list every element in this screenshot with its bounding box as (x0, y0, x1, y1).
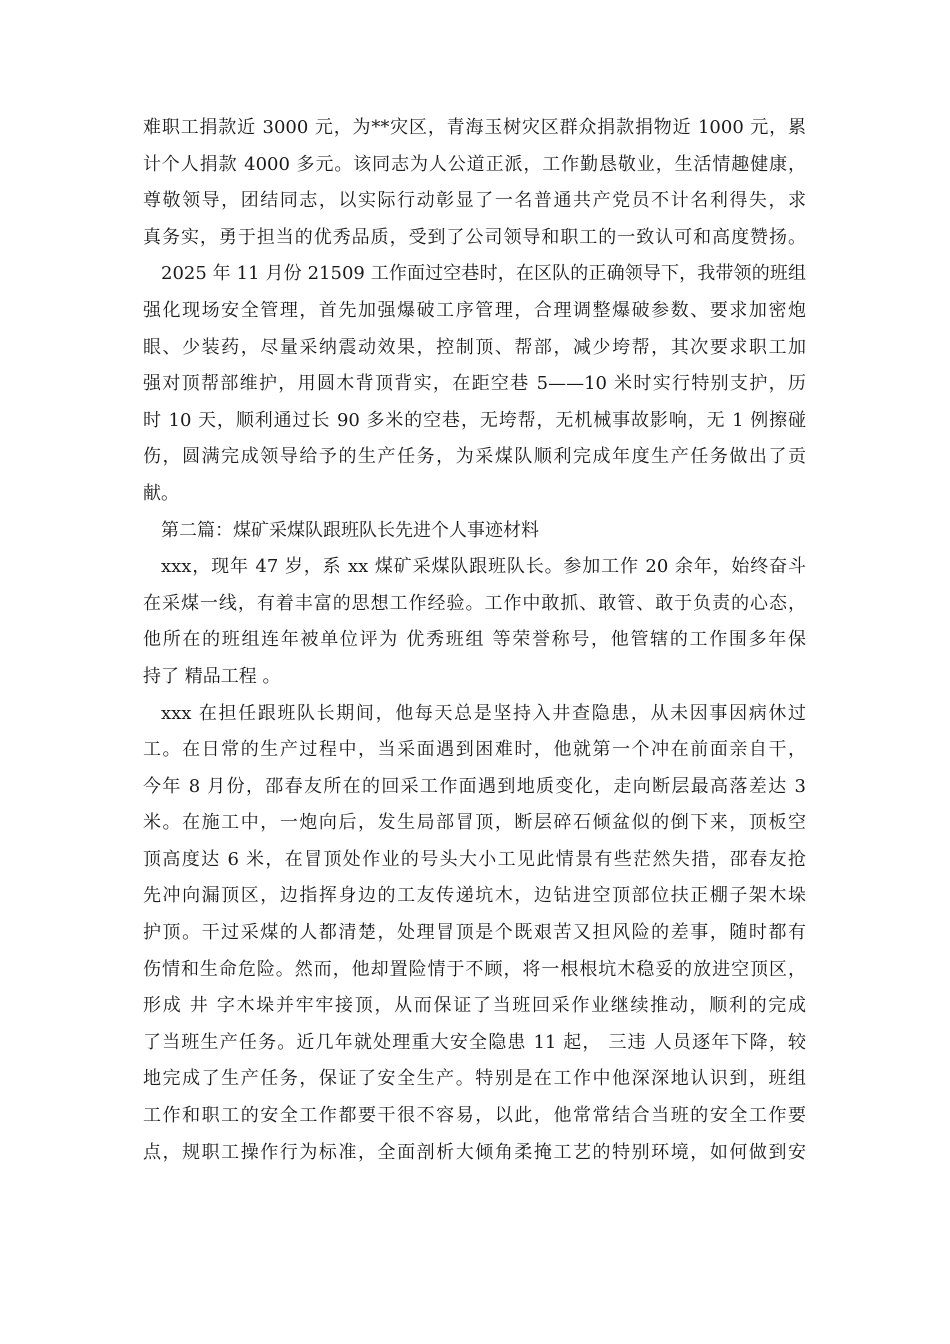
text-line: 工作和职工的安全工作都要干很不容易，以此，他常常结合当班的安全工作要 (143, 1105, 806, 1127)
text-line: 在采煤一线，有着丰富的思想工作经验。工作中敢抓、敢管、敢于负责的心态， (143, 592, 806, 614)
text-line: 强对顶帮部维护，用圆木背顶背实，在距空巷 5——10 米时实行特别支护，历 (143, 373, 806, 395)
text-line: 护顶。干过采煤的人都清楚，处理冒顶是个既艰苦又担风险的差事，随时都有 (143, 922, 806, 944)
text-line: 工。在日常的生产过程中，当采面遇到困难时，他就第一个冲在前面亲自干， (143, 739, 806, 761)
text-line: 献。 (143, 482, 179, 504)
text-line: 了当班生产任务。近几年就处理重大安全隐患 11 起， 三违 人员逐年下降，较 (143, 1031, 806, 1053)
text-line: 点，规职工操作行为标准，全面剖析大倾角柔掩工艺的特别环境，如何做到安 (143, 1141, 806, 1163)
text-line: 计个人捐款 4000 多元。该同志为人公道正派，工作勤恳敬业，生活情趣健康， (143, 153, 806, 175)
text-line: 2025 年 11 月份 21509 工作面过空巷时，在区队的正确领导下，我带领的班组 (161, 263, 806, 285)
text-line: 真务实，勇于担当的优秀品质，受到了公司领导和职工的一致认可和高度赞扬。 (143, 226, 806, 248)
text-line: 顶高度达 6 米，在冒顶处作业的号头大小工见此情景有些茫然失措，邵春友抢 (143, 848, 806, 870)
text-line: xxx 在担任跟班队长期间，他每天总是坚持入井查隐患，从未因事因病休过 (161, 702, 806, 724)
section-heading: 第二篇：煤矿采煤队跟班队长先进个人事迹材料 (161, 519, 539, 541)
text-line: 尊敬领导，团结同志，以实际行动彰显了一名普通共产党员不计名利得失，求 (143, 190, 806, 212)
text-line: 眼、少装药，尽量采纳震动效果，控制顶、帮部，减少垮帮，其次要求职工加 (143, 336, 806, 358)
text-line: 地完成了生产任务，保证了安全生产。特别是在工作中他深深地认识到，班组 (143, 1068, 806, 1090)
text-line: 米。在施工中，一炮向后，发生局部冒顶，断层碎石倾盆似的倒下来，顶板空 (143, 812, 806, 834)
text-line: 今年 8 月份，邵春友所在的回采工作面遇到地质变化，走向断层最高落差达 3 (143, 775, 806, 797)
document-body (143, 110, 806, 1171)
text-line: 形成 井 字木垛并牢牢接顶，从而保证了当班回采作业继续推动，顺利的完成 (143, 995, 806, 1017)
text-line: 先冲向漏顶区，边指挥身边的工友传递坑木，边钻进空顶部位扶正棚子架木垛 (143, 885, 806, 907)
text-line: 持了 精品工程 。 (143, 665, 281, 687)
text-line: 伤情和生命危险。然而，他却置险情于不顾，将一根根坑木稳妥的放进空顶区， (143, 958, 806, 980)
text-line: xxx，现年 47 岁，系 xx 煤矿采煤队跟班队长。参加工作 20 余年，始终奋斗 (161, 556, 806, 578)
text-line: 他所在的班组连年被单位评为 优秀班组 等荣誉称号，他管辖的工作围多年保 (143, 629, 806, 651)
text-line: 强化现场安全管理，首先加强爆破工序管理，合理调整爆破参数、要求加密炮 (143, 299, 806, 321)
text-line: 时 10 天，顺利通过长 90 多米的空巷，无垮帮，无机械事故影响，无 1 例擦碰 (143, 409, 806, 431)
text-line: 难职工捐款近 3000 元，为**灾区，青海玉树灾区群众捐款捐物近 1000 元，累 (143, 117, 806, 138)
text-line: 伤，圆满完成领导给予的生产任务，为采煤队顺利完成年度生产任务做出了贡 (143, 446, 806, 468)
